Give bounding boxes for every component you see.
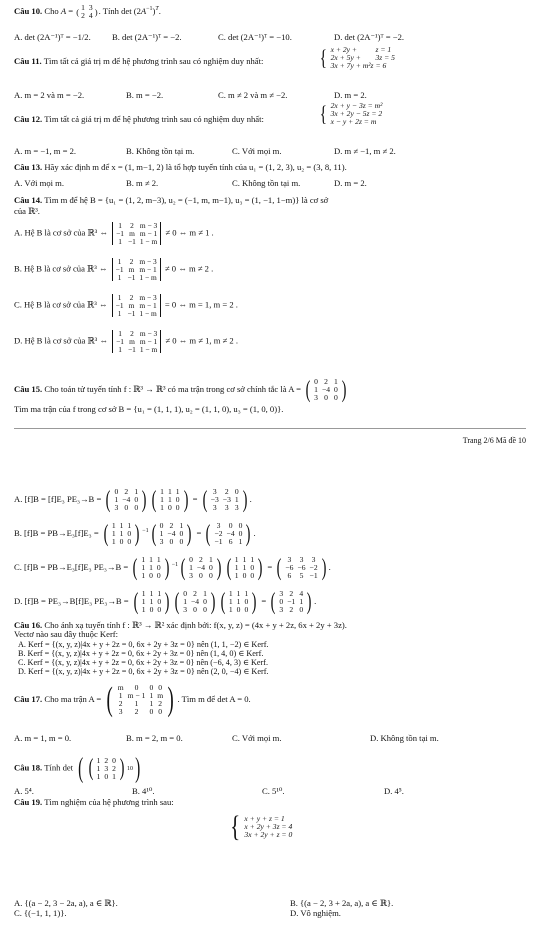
page-divider xyxy=(14,428,526,429)
q11-option-b[interactable]: B. m = −2. xyxy=(126,90,164,100)
q16-option-c[interactable]: C. Kerf = {(x, y, z)|4x + y + 2z = 0, 6x + 2y + 3z = 0} nên (−6, 4, 3) ∈ Kerf. xyxy=(18,658,269,667)
q16-option-b[interactable]: B. Kerf = {(x, y, z)|4x + y + 2z = 0, 6x + 2y + 3z = 0} nên (1, 4, 0) ∈ Kerf. xyxy=(18,649,264,658)
q18-option-d[interactable]: D. 4⁵. xyxy=(384,786,404,796)
q11-option-c[interactable]: C. m ≠ 2 và m ≠ −2. xyxy=(218,90,288,100)
q15-option-b[interactable]: B. [f]B = PB→E₃[f]E₃ = ( 1 1 1 1 1 0 1 0 0 ) $^{-1}$ ( 0 2 1 1 −4 0 3 0 0 ) = ( 3 0 0 −2 −4 0 −1 6 1 ) . xyxy=(14,521,256,547)
page-footer: Trang 2/6 Mã đề 10 xyxy=(462,436,526,445)
q14-option-d[interactable]: D. Hệ B là cơ sở của ℝ³ ⇔ 1 2 m − 3 −1 m m − 1 1 −1 1 − m ≠ 0 ⇔ m ≠ 1, m ≠ 2 . xyxy=(14,329,238,354)
q19-option-a[interactable]: A. {(a − 2, 3 − 2a, a), a ∈ ℝ}. xyxy=(14,898,118,908)
q11-option-a[interactable]: A. m = 2 và m = −2. xyxy=(14,90,85,100)
q18-option-b[interactable]: B. 4¹⁰. xyxy=(132,786,155,796)
q16-stem-2: Vectơ nào sau đây thuộc Kerf: xyxy=(14,629,119,639)
q17-option-d[interactable]: D. Không tồn tại m. xyxy=(370,733,439,743)
q12-option-b[interactable]: B. Không tồn tại m. xyxy=(126,146,195,156)
q13-option-c[interactable]: C. Không tồn tại m. xyxy=(232,178,301,188)
q14-option-c[interactable]: C. Hệ B là cơ sở của ℝ³ ⇔ 1 2 m − 3 −1 m m − 1 1 −1 1 − m = 0 ⇔ m = 1, m = 2 . xyxy=(14,293,238,318)
q19-option-c[interactable]: C. {(−1, 1, 1)}. xyxy=(14,908,67,918)
q12-stem: Câu 12. Tìm tất cả giá trị m để hệ phương trình sau có nghiệm duy nhất: xyxy=(14,114,264,124)
q18-option-c[interactable]: C. 5¹⁰. xyxy=(262,786,285,796)
q12-system: { 2x + y − 3z = m² 3x + 2y − 5z = 2 x − y + 2z = m xyxy=(319,100,383,126)
q10-stem: Câu 10. Cho A = ( 1 3 2 4 ) . Tính $\det (2A^{-1})^T$. xyxy=(14,3,161,20)
q19-system: { x + y + z = 1 x + 2y + 3z = 4 3x + 2y + z = 0 xyxy=(230,810,293,843)
q15-option-d[interactable]: D. [f]B = PE₃→B[f]E₃ PE₃→B = ( 1 1 1 1 1 0 1 0 0 ) ( 0 2 1 1 −4 0 3 0 0 ) ( 1 1 1 1 1 0 1 0 0 ) = ( 3 2 4 0 −1 1 3 2 0 ) . xyxy=(14,589,317,615)
q15-option-a[interactable]: A. [f]B = [f]E₃ PE₃→B = ( 0 2 1 1 −4 0 3 0 0 ) ( 1 1 1 1 1 0 1 0 0 ) = ( 3 2 0 −3 −3 1 3 3 3 ) . xyxy=(14,487,252,513)
q17-option-b[interactable]: B. m = 2, m = 0. xyxy=(126,733,183,743)
q12-option-c[interactable]: C. Với mọi m. xyxy=(232,146,282,156)
q14-stem-2: của ℝ³. xyxy=(14,206,40,216)
q19-option-b[interactable]: B. {(a − 2, 3 + 2a, a), a ∈ ℝ}. xyxy=(290,898,394,908)
q13-option-d[interactable]: D. m = 2. xyxy=(334,178,367,188)
q10-option-d[interactable]: D. det (2A⁻¹)ᵀ = −2. xyxy=(334,32,405,42)
q19-option-d[interactable]: D. Vô nghiệm. xyxy=(290,908,341,918)
q15-stem: Câu 15. Cho toán tử tuyến tính f : ℝ³ → ℝ³ có ma trận trong cơ sở chính tắc là A = ( 0 2 1 1 −4 0 3 0 0 ) xyxy=(14,377,347,403)
q18-option-a[interactable]: A. 5⁴. xyxy=(14,786,34,796)
q18-stem: Câu 18. Tính det ( ( 1 2 0 1 3 2 1 0 1 ) 10 ) xyxy=(14,753,141,784)
q14-option-a[interactable]: A. Hệ B là cơ sở của ℝ³ ⇔ 1 2 m − 3 −1 m m − 1 1 −1 1 − m ≠ 0 ⇔ m ≠ 1 . xyxy=(14,221,214,246)
q17-option-a[interactable]: A. m = 1, m = 0. xyxy=(14,733,72,743)
q15-option-c[interactable]: C. [f]B = PB→E₃[f]E₃ PE₃→B = ( 1 1 1 1 1 0 1 0 0 ) $^{-1}$ ( 0 2 1 1 −4 0 3 0 0 ) ( 1 1 1 1 1 0 1 0 0 ) = ( 3 3 3 −6 −6 −2 6 5 −1 ) . xyxy=(14,555,331,581)
q11-option-d[interactable]: D. m = 2. xyxy=(334,90,367,100)
q13-option-b[interactable]: B. m ≠ 2. xyxy=(126,178,159,188)
q14-option-b[interactable]: B. Hệ B là cơ sở của ℝ³ ⇔ 1 2 m − 3 −1 m m − 1 1 −1 1 − m ≠ 0 ⇔ m ≠ 2 . xyxy=(14,257,214,282)
q19-stem: Câu 19. Tìm nghiệm của hệ phương trình sau: xyxy=(14,797,174,807)
q11-system: { x + 2y + z = 1 2x + 5y + 3z = 5 3x + 7y + m²z = 6 xyxy=(319,44,395,70)
q10-option-c[interactable]: C. det (2A⁻¹)ᵀ = −10. xyxy=(218,32,292,42)
q12-option-a[interactable]: A. m = −1, m = 2. xyxy=(14,146,77,156)
q11-stem: Câu 11. Tìm tất cả giá trị m để hệ phương trình sau có nghiệm duy nhất: xyxy=(14,56,264,66)
q16-option-d[interactable]: D. Kerf = {(x, y, z)|4x + y + 2z = 0, 6x + 2y + 3z = 0} nên (2, 0, −4) ∈ Kerf. xyxy=(18,667,269,676)
q14-stem: Câu 14. Tìm m để hệ B = {u₁ = (1, 2, m−3), u₂ = (−1, m, m−1), u₃ = (1, −1, 1−m)} là cơ sở xyxy=(14,195,329,205)
q13-option-a[interactable]: A. Với mọi m. xyxy=(14,178,64,188)
q10-option-b[interactable]: B. det (2A⁻¹)ᵀ = −2. xyxy=(112,32,182,42)
q15-stem-2: Tìm ma trận của f trong cơ sở B = {u₁ = (1, 1, 1), u₂ = (1, 1, 0), u₃ = (1, 0, 0)}. xyxy=(14,404,284,414)
q16-option-a[interactable]: A. Kerf = {(x, y, z)|4x + y + 2z = 0, 6x + 2y + 3z = 0} nên (1, 1, −2) ∈ Kerf. xyxy=(18,640,269,649)
q16-stem: Câu 16. Cho ánh xạ tuyến tính f : ℝ³ → ℝ² xác định bởi: f(x, y, z) = (4x + y + 2z, 6x + 2y + 3z). xyxy=(14,620,347,630)
q12-option-d[interactable]: D. m ≠ −1, m ≠ 2. xyxy=(334,146,396,156)
q17-stem: Câu 17. Cho ma trận A = ( m 0 0 0 1 m − 1 1 m 2 1 1 2 3 2 0 0 ) . Tìm m để det A = 0. xyxy=(14,681,251,718)
q17-option-c[interactable]: C. Với mọi m. xyxy=(232,733,282,743)
q13-stem: Câu 13. Hãy xác định m để x = (1, m−1, 2) là tổ hợp tuyến tính của u₁ = (1, 2, 3), u₂ = (3, 8, 11). xyxy=(14,162,347,172)
q10-option-a[interactable]: A. det (2A⁻¹)ᵀ = −1/2. xyxy=(14,32,91,42)
